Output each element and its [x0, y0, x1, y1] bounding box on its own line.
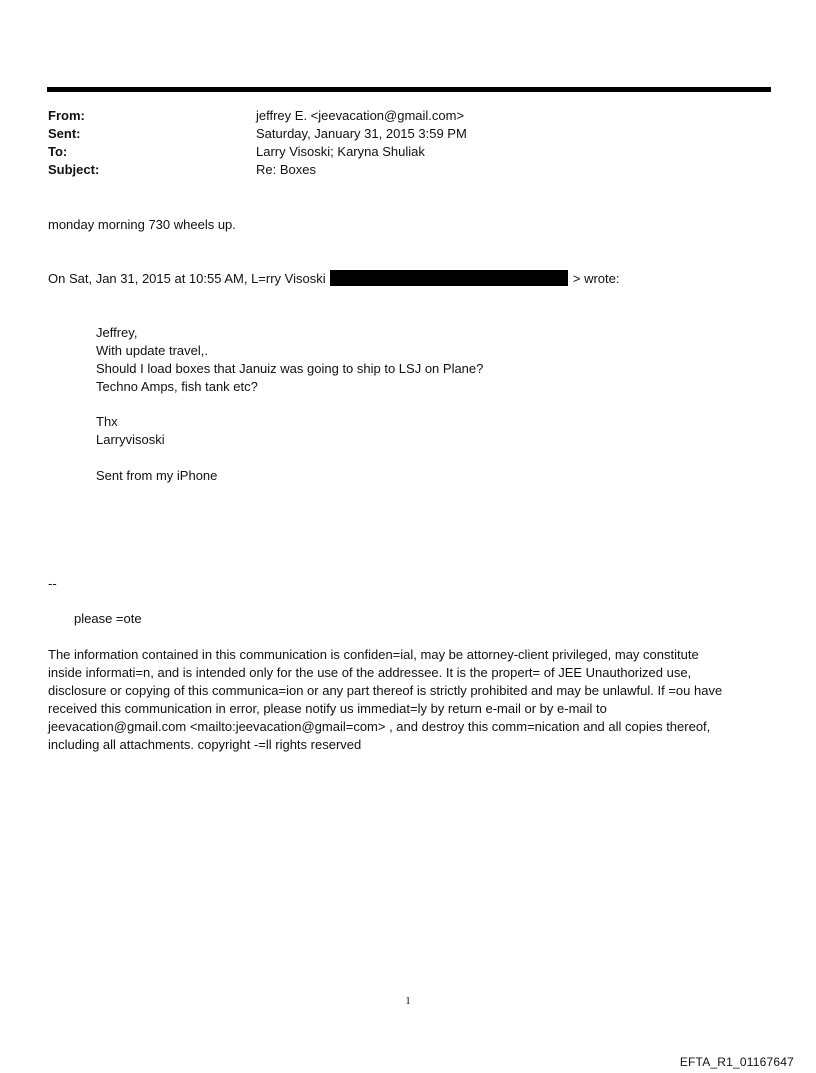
please-note: please =ote [74, 611, 142, 626]
signature-separator: -- [48, 576, 57, 591]
redaction-block [330, 270, 568, 286]
sent-label: Sent: [48, 126, 81, 141]
quoted-sent-from: Sent from my iPhone [96, 468, 218, 483]
disclaimer [48, 646, 778, 754]
quoted-line-3: Techno Amps, fish tank etc? [96, 379, 258, 394]
disclaimer-line: including all attachments. copyright -=ll rights reserved [48, 737, 362, 752]
quote-intro [48, 270, 619, 288]
to-value: Larry Visoski; Karyna Shuliak [256, 144, 425, 159]
header-divider [47, 87, 771, 92]
quoted-line-2: Should I load boxes that Januiz was going to ship to LSJ on Plane? [96, 361, 484, 376]
sent-row [48, 125, 748, 143]
disclaimer-line: inside informati=n, and is intended only for the use of the addressee. It is the propert= of JEE Unauthorized use, [48, 665, 692, 680]
email-header [48, 107, 748, 179]
subject-value: Re: Boxes [256, 162, 316, 177]
quote-intro-after: > wrote: [572, 271, 620, 286]
from-value: jeffrey E. <jeevacation@gmail.com> [256, 108, 465, 123]
to-row [48, 143, 748, 161]
disclaimer-line: received this communication in error, please notify us immediat=ly by return e-mail or by e-mail to [48, 701, 607, 716]
document-id: EFTA_R1_01167647 [679, 1055, 794, 1069]
reply-text: monday morning 730 wheels up. [48, 217, 236, 232]
disclaimer-line: jeevacation@gmail.com <mailto:jeevacation@gmail=com> , and destroy this comm=nication and all copies thereof, [48, 719, 711, 734]
subject-label: Subject: [48, 162, 100, 177]
from-label: From: [48, 108, 85, 123]
quoted-line-1: With update travel,. [96, 343, 208, 358]
from-row [48, 107, 748, 125]
sent-value: Saturday, January 31, 2015 3:59 PM [256, 126, 467, 141]
disclaimer-line: disclosure or copying of this communica=ion or any part thereof is strictly prohibited and may be unlawful. If =ou have [48, 683, 723, 698]
to-label: To: [48, 144, 68, 159]
quote-intro-before: On Sat, Jan 31, 2015 at 10:55 AM, L=rry Visoski [48, 271, 326, 286]
subject-row [48, 161, 748, 179]
quoted-greeting: Jeffrey, [96, 325, 138, 340]
disclaimer-line: The information contained in this communication is confiden=ial, may be attorney-client privileged, may constitute [48, 647, 699, 662]
quoted-signature: Larryvisoski [96, 432, 165, 447]
quoted-thanks: Thx [96, 414, 118, 429]
page-number: 1 [405, 995, 411, 1007]
